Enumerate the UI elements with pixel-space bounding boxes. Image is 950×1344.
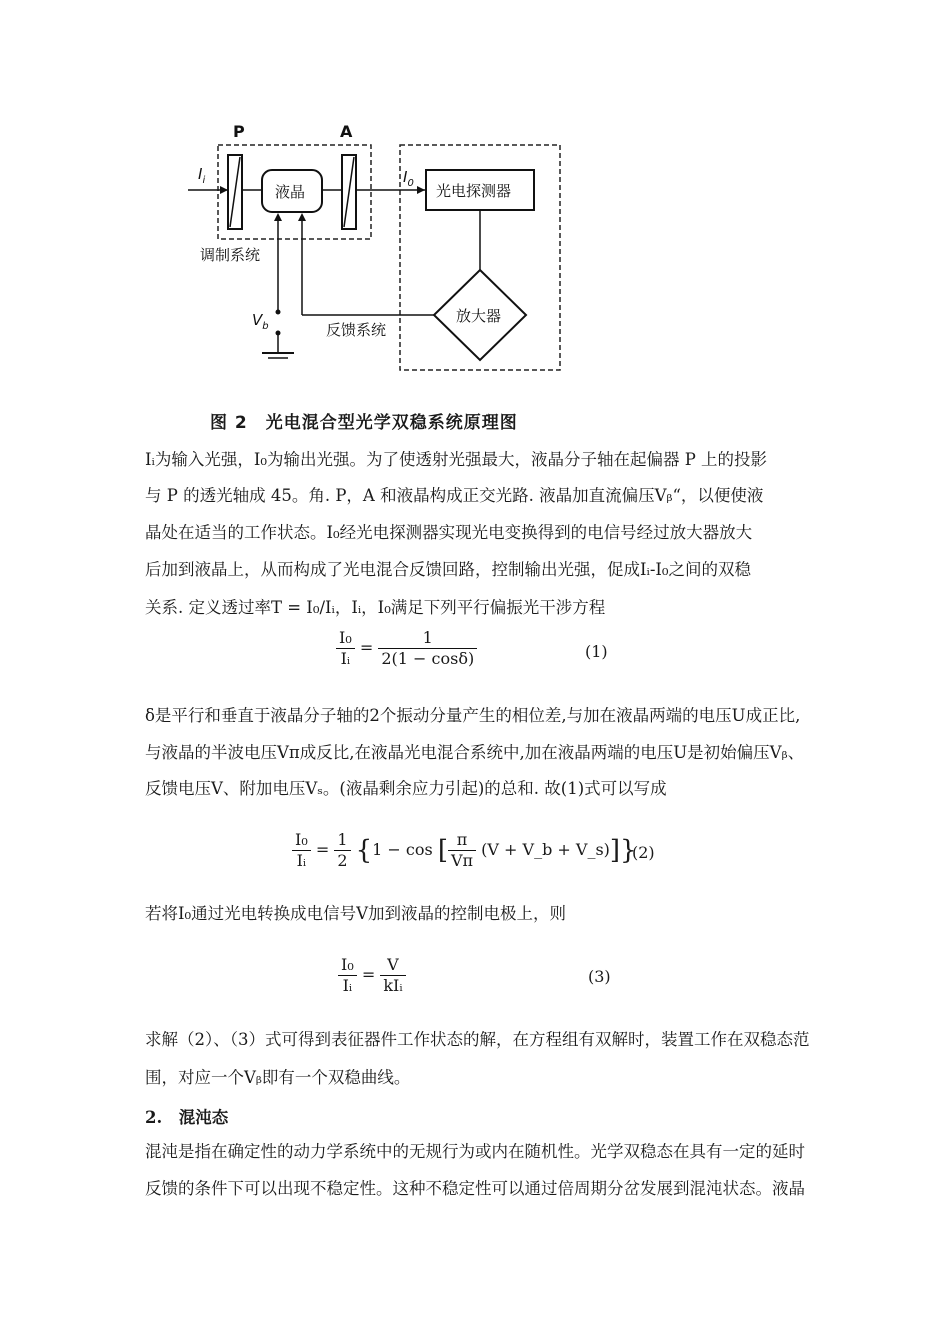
liquid-crystal-label: 液晶 [275,183,306,201]
figure-caption: 图 2 光电混合型光学双稳系统原理图 [210,413,518,433]
modulation-label: 调制系统 [200,246,261,264]
input-intensity-label: $I_i$ [198,165,206,186]
text-line: 反馈电压V、附加电压Vₛ。(液晶剩余应力引起)的总和. 故(1)式可以写成 [145,779,667,798]
text-line: 与 P 的透光轴成 45。角. P，A 和液晶构成正交光路. 液晶加直流偏压Vᵦ“，以便使液 [145,486,764,505]
amplifier-label: 放大器 [456,307,502,325]
photodetector-label: 光电探测器 [436,182,512,200]
equation-2: $\frac{\text{I₀}}{\text{Iᵢ}}$ = $\frac{1}{2}$ {1 − cos [ $\frac{\pi}{V\pi}$ (V + V_b + V_s)]} [292,830,637,871]
text-line: δ是平行和垂直于液晶分子轴的2个振动分量产生的相位差,与加在液晶两端的电压U成正比, [145,706,801,725]
text-line: 反馈的条件下可以出现不稳定性。这种不稳定性可以通过倍周期分岔发展到混沌状态。液晶 [145,1179,805,1198]
equation-number-2: (2) [632,843,655,862]
equation-3: $\frac{\text{I₀}}{\text{Iᵢ}}$ = $\frac{V}{\text{kIᵢ}}$ [338,955,406,996]
equation-number-3: (3) [588,967,611,986]
analyzer-label: A [340,122,353,141]
text-line: 关系. 定义透过率T = I₀/Iᵢ，Iᵢ，I₀满足下列平行偏振光干涉方程 [145,598,606,617]
equation-number-1: (1) [585,642,608,661]
text-line: 混沌是指在确定性的动力学系统中的无规行为或内在随机性。光学双稳态在具有一定的延时 [145,1142,805,1161]
feedback-label: 反馈系统 [326,321,387,339]
text-line: 若将I₀通过光电转换成电信号V加到液晶的控制电极上，则 [145,904,567,923]
section-heading: 2. 混沌态 [145,1108,229,1127]
text-line: 求解（2）、（3）式可得到表征器件工作状态的解，在方程组有双解时，装置工作在双稳态范 [145,1030,810,1049]
bias-voltage-label: $V_b$ [252,311,269,332]
text-line: 后加到液晶上，从而构成了光电混合反馈回路，控制输出光强，促成Iᵢ-I₀之间的双稳 [145,560,752,579]
text-line: Iᵢ为输入光强，I₀为输出光强。为了使透射光强最大，液晶分子轴在起偏器 P 上的投影 [145,450,768,469]
equation-1: $\frac{\text{I₀}}{\text{Iᵢ}}$ = $\frac{1}{2(1 - \cos\delta)}$ [336,628,477,669]
polarizer-label: P [233,122,245,141]
output-intensity-label: $I_0$ [403,168,414,189]
text-line: 与液晶的半波电压Vπ成反比,在液晶光电混合系统中,加在液晶两端的电压U是初始偏压Vᵦ、 [145,743,805,762]
text-line: 晶处在适当的工作状态。I₀经光电探测器实现光电变换得到的电信号经过放大器放大 [145,523,753,542]
text-line: 围，对应一个Vᵦ即有一个双稳曲线。 [145,1068,411,1087]
system-diagram [170,115,590,390]
